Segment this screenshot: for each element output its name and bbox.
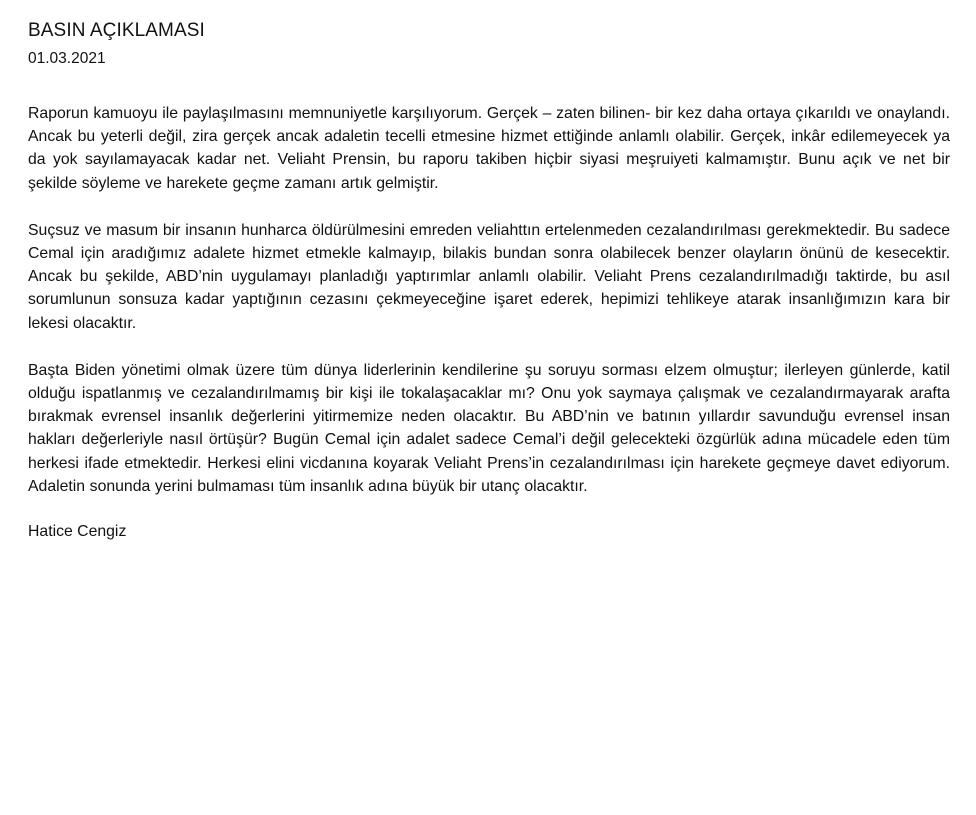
document-date: 01.03.2021: [28, 50, 106, 67]
signature: Hatice Cengiz: [28, 523, 127, 541]
paragraph-1: Raporun kamuoyu ile paylaşılmasını memnuniyetle karşılıyorum. Gerçek – zaten bilinen- bir kez daha ortaya çıkarıldı ve onaylandı. Ancak bu yeterli değil, zira gerçek ancak adaletin tecelli etmesine hizmet ettiğinde anlamlı olabilir. Gerçek, inkâr edilemeyecek ya da yok sayılamayacak kadar net. Veliaht Prensin, bu raporu takiben hiçbir siyasi meşruiyeti kalmamıştır. Bunu açık ve net bir şekilde söyleme ve harekete geçme zamanı artık gelmiştir.: [28, 105, 950, 192]
paragraph-2: Suçsuz ve masum bir insanın hunharca öldürülmesini emreden veliahttın ertelenmeden cezalandırılması gerekmektedir. Bu sadece Cemal için aradığımız adalete hizmet etmekle kalmayıp, bilakis bundan sonra olabilecek benzer olayların önünü de kesecektir. Ancak bu şekilde, ABD’nin uygulamayı planladığı yaptırımlar anlamlı olabilir. Veliaht Prens cezalandırılmadığı taktirde, bu asıl sorumlunun sonsuza kadar yaptığının cezasını çekmeyeceğine işaret ederek, hepimizi tehlikeye atarak insanlığımızın kara bir lekesi olacaktır.: [28, 221, 950, 332]
paragraph-3: Başta Biden yönetimi olmak üzere tüm dünya liderlerinin kendilerine şu soruyu sorması elzem olmuştur; ilerleyen günlerde, katil olduğu ispatlanmış ve cezalandırılmamış bir kişi ile tokalaşacaklar mı? Onu yok saymaya çalışmak ve cezalandırmayarak arafta bırakmak evrensel insanlık değerlerini yitirmemize neden olacaktır. Bu ABD’nin ve batının yıllardır savunduğu evrensel insan hakları değerleriyle nasıl örtüşür? Bugün Cemal için adalet sadece Cemal’i değil gelecekteki özgürlük adına mücadele eden tüm herkesi ifade etmektedir. Herkesi elini vicdanına koyarak Veliaht Prens’in cezalandırılması için harekete geçmeye davet ediyorum. Adaletin sonunda yerini bulmaması tüm insanlık adına büyük bir utanç olacaktır.: [28, 361, 950, 495]
document-title: BASIN AÇIKLAMASI: [28, 20, 205, 41]
press-release-document: [28, 18, 950, 543]
